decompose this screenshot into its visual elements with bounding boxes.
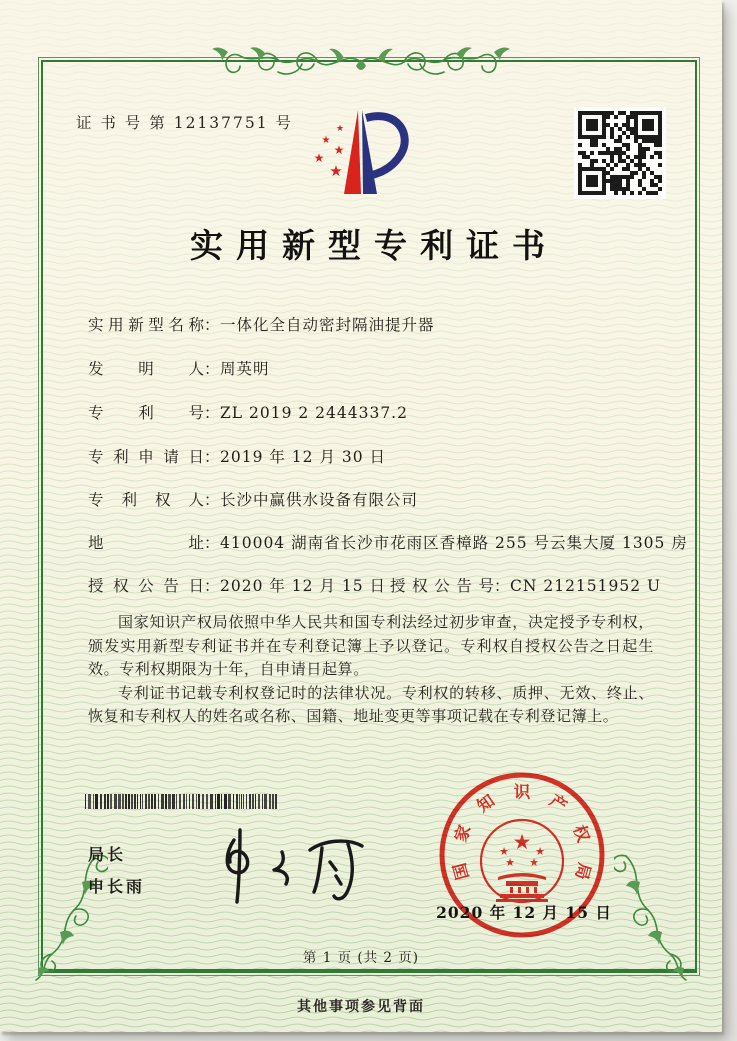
certificate-body-text xyxy=(88,611,654,729)
field-label: 实用新型名称 xyxy=(88,316,204,334)
emblem-gate-base xyxy=(500,894,544,898)
commissioner-signature xyxy=(190,822,382,910)
body-paragraph: 专利证书记载专利权登记时的法律状况。专利权的转移、质押、无效、终止、恢复和专利权人的姓名或名称、国籍、地址变更等事项记载在专利登记簿上。 xyxy=(88,683,654,726)
field-row-address xyxy=(88,531,688,553)
qr-code xyxy=(578,111,662,195)
emblem-gate-column xyxy=(510,887,513,893)
field-value: ZL 2019 2 2444337.2 xyxy=(220,404,408,422)
certificate-number: 证 书 号 第 12137751 号 xyxy=(76,114,294,132)
barcode xyxy=(85,794,280,809)
field-colon: ： xyxy=(494,577,510,595)
emblem-gate-column xyxy=(534,887,537,893)
field-row-inventor xyxy=(88,357,648,379)
field-label: 专利申请日 xyxy=(88,448,204,466)
field-label: 授权公告号 xyxy=(390,577,494,595)
logo-star-icon: ★ xyxy=(329,162,343,180)
emblem-gate-column xyxy=(526,887,529,893)
emblem-star-icon: ★ xyxy=(499,845,509,858)
field-value: 一体化全自动密封隔油提升器 xyxy=(220,316,435,334)
emblem-star-icon: ★ xyxy=(535,845,545,858)
field-row-patent-number xyxy=(88,401,648,423)
back-side-note: 其他事项参见背面 xyxy=(297,999,425,1015)
field-label: 授权公告日 xyxy=(88,577,204,595)
svg-text:局: 局 xyxy=(571,860,595,882)
field-colon: ： xyxy=(204,534,220,552)
top-border-ornament xyxy=(198,30,524,90)
emblem-star-icon: ★ xyxy=(512,830,532,854)
logo-red-wedge xyxy=(344,110,361,194)
emblem-gate-body xyxy=(506,881,538,886)
field-value: 2020 年 12 月 15 日 xyxy=(220,577,387,595)
field-colon: ： xyxy=(204,316,220,334)
national-emblem xyxy=(481,820,563,902)
certificate-title: 实用新型专利证书 xyxy=(190,226,558,265)
field-colon: ： xyxy=(204,360,220,378)
svg-text:家: 家 xyxy=(451,822,475,845)
emblem-gate-column xyxy=(518,887,521,893)
field-value: 周英明 xyxy=(220,360,270,378)
field-row-filing-date xyxy=(88,445,648,467)
field-colon: ： xyxy=(204,404,220,422)
field-colon: ： xyxy=(204,448,220,466)
field-colon: ： xyxy=(204,577,220,595)
emblem-star-icon: ★ xyxy=(529,856,539,869)
field-row-patentee xyxy=(88,488,648,510)
field-label: 地址 xyxy=(88,534,204,552)
emblem-star-icon: ★ xyxy=(505,856,515,869)
emblem-gate-roof xyxy=(498,873,546,880)
logo-star-icon: ★ xyxy=(333,143,345,157)
logo-star-icon: ★ xyxy=(335,124,345,134)
body-paragraph: 国家知识产权局依照中华人民共和国专利法经过初步审查，决定授予专利权，颁发实用新型专利证书并在专利登记簿上予以登记。专利权自授权公告之日起生效。专利权期限为十年，自申请日起算。 xyxy=(88,613,654,679)
field-value: CN 212151952 U xyxy=(510,577,662,595)
page-indicator: 第 1 页 (共 2 页) xyxy=(302,950,420,966)
signer-title: 局长 xyxy=(88,845,127,864)
logo-blue-wedge xyxy=(362,110,377,194)
svg-text:识: 识 xyxy=(513,782,531,802)
svg-text:国: 国 xyxy=(449,860,473,882)
field-value: 2019 年 12 月 30 日 xyxy=(220,448,387,466)
field-value: 410004 湖南省长沙市花雨区香樟路 255 号云集大厦 1305 房 xyxy=(220,534,688,552)
field-row-grant-number xyxy=(390,574,661,596)
svg-text:权: 权 xyxy=(569,822,593,845)
svg-text:产: 产 xyxy=(545,790,571,816)
field-value: 长沙中赢供水设备有限公司 xyxy=(220,491,419,509)
field-label: 专利号 xyxy=(88,404,204,422)
field-colon: ： xyxy=(204,491,220,509)
cnipa-patent-logo xyxy=(288,101,448,197)
field-label: 专利权人 xyxy=(88,491,204,509)
signer-name: 申长雨 xyxy=(88,877,146,896)
svg-text:知: 知 xyxy=(473,790,499,816)
logo-star-icon: ★ xyxy=(321,135,331,146)
field-row-utility-model-name xyxy=(88,313,648,335)
logo-star-icon: ★ xyxy=(313,151,325,165)
field-label: 发明人 xyxy=(88,360,204,378)
field-row-grant-date xyxy=(88,574,662,596)
seal-date: 2020 年 12 月 15 日 xyxy=(436,903,612,922)
